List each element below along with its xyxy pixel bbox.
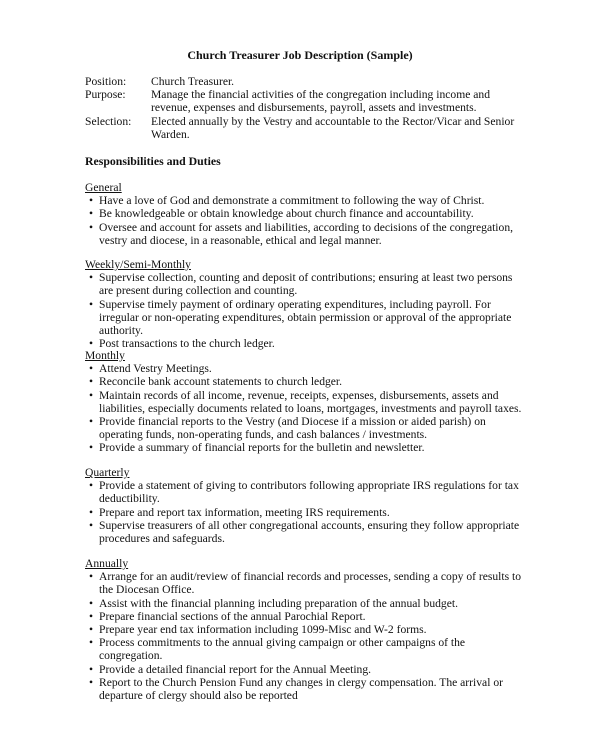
bullet-icon: • <box>89 271 94 285</box>
bullet-icon: • <box>89 194 94 208</box>
item-text: Provide a summary of financial reports for the bulletin and newsletter. <box>99 441 425 455</box>
bullet-icon: • <box>89 375 94 389</box>
item-text: Maintain records of all income, revenue, receipts, expenses, disbursements, assets and liabilities, especially documents related to loans, mortgages, investments and payroll taxes. <box>99 388 522 415</box>
list-item <box>85 221 525 247</box>
item-text: Have a love of God and demonstrate a commitment to following the way of Christ. <box>99 194 485 208</box>
bullet-icon: • <box>89 609 94 623</box>
item-text: Report to the Church Pension Fund any changes in clergy compensation. The arrival or departure of clergy should also be reported <box>99 675 503 703</box>
bullet-icon: • <box>89 297 94 311</box>
list-item <box>85 298 525 338</box>
meta-row-position <box>85 75 525 88</box>
bullet-icon: • <box>89 596 94 610</box>
item-text: Assist with the financial planning including preparation of the annual budget. <box>99 596 458 610</box>
bullet-icon: • <box>89 505 94 519</box>
item-text: Provide financial reports to the Vestry (and Diocese if a mission or aided parish) on operating funds, non-operating funds, and cash balances / investments. <box>99 415 486 442</box>
list-item <box>85 389 525 415</box>
list-item <box>85 194 525 207</box>
meta-label: Selection: <box>85 114 132 128</box>
job-meta <box>85 75 525 141</box>
item-text: Prepare and report tax information, meeting IRS requirements. <box>99 505 390 519</box>
bullet-icon: • <box>89 518 94 532</box>
section-general <box>85 181 525 247</box>
meta-value: Church Treasurer. <box>151 75 235 88</box>
list-item <box>85 479 525 505</box>
list-item <box>85 610 525 623</box>
item-list <box>85 194 525 247</box>
meta-value: Elected annually by the Vestry and accountable to the Rector/Vicar and Senior Warden. <box>151 114 515 141</box>
list-item <box>85 623 525 636</box>
bullet-icon: • <box>89 388 94 402</box>
item-text: Supervise timely payment of ordinary operating expenditures, including payroll. For irregular or non-operating expenditures, obtain permission or approval of the appropriate authority. <box>99 297 512 338</box>
list-item <box>85 441 525 454</box>
item-text: Arrange for an audit/review of financial records and processes, sending a copy of results to the Diocesan Office. <box>99 570 522 597</box>
meta-row-selection <box>85 115 525 141</box>
list-item <box>85 271 525 297</box>
item-text: Prepare year end tax information including 1099-Misc and W-2 forms. <box>99 623 427 637</box>
item-list <box>85 479 525 545</box>
list-item <box>85 362 525 375</box>
item-text: Prepare financial sections of the annual Parochial Report. <box>99 609 366 623</box>
bullet-icon: • <box>89 675 94 689</box>
bullet-icon: • <box>89 207 94 221</box>
section-heading: Weekly/Semi-Monthly <box>85 258 191 271</box>
list-item <box>85 207 525 220</box>
bullet-icon: • <box>89 441 94 455</box>
section-quarterly <box>85 466 525 545</box>
item-list <box>85 271 525 350</box>
item-list <box>85 362 525 454</box>
list-item <box>85 519 525 545</box>
list-item <box>85 676 525 702</box>
responsibilities-heading: Responsibilities and Duties <box>85 154 221 168</box>
item-text: Post transactions to the church ledger. <box>99 337 275 351</box>
bullet-icon: • <box>89 337 94 351</box>
section-heading: General <box>85 181 122 194</box>
bullet-icon: • <box>89 220 94 234</box>
item-text: Reconcile bank account statements to church ledger. <box>99 375 343 389</box>
item-text: Be knowledgeable or obtain knowledge about church finance and accountability. <box>99 207 474 221</box>
list-item <box>85 415 525 441</box>
item-text: Process commitments to the annual giving campaign or other campaigns of the congregation. <box>99 636 466 663</box>
section-heading: Annually <box>85 557 129 570</box>
meta-value: Manage the financial activities of the congregation including income and revenue, expenses and disbursements, payroll, assets and investments. <box>151 88 490 115</box>
list-item <box>85 570 525 596</box>
item-text: Provide a statement of giving to contributors following appropriate IRS regulations for tax deductibility. <box>99 479 519 506</box>
section-heading: Monthly <box>85 349 125 362</box>
list-item <box>85 597 525 610</box>
list-item <box>85 506 525 519</box>
bullet-icon: • <box>89 636 94 650</box>
meta-row-purpose <box>85 88 525 114</box>
bullet-icon: • <box>89 570 94 584</box>
bullet-icon: • <box>89 623 94 637</box>
item-text: Attend Vestry Meetings. <box>99 362 212 376</box>
section-monthly <box>85 349 525 455</box>
section-annually <box>85 557 525 702</box>
bullet-icon: • <box>89 362 94 376</box>
item-text: Supervise treasurers of all other congregational accounts, ensuring they follow appropriate procedures and safeguards. <box>99 518 520 546</box>
meta-label: Position: <box>85 75 127 88</box>
bullet-icon: • <box>89 415 94 429</box>
meta-label: Purpose: <box>85 88 126 102</box>
section-weekly <box>85 258 525 350</box>
list-item <box>85 375 525 388</box>
section-heading: Quarterly <box>85 466 130 479</box>
document-title: Church Treasurer Job Description (Sample) <box>187 48 413 62</box>
list-item <box>85 663 525 676</box>
item-text: Supervise collection, counting and deposit of contributions; ensuring at least two persons are present during collection and counting. <box>99 271 513 298</box>
item-text: Oversee and account for assets and liabilities, according to decisions of the congregation, vestry and diocese, in a reasonable, ethical and legal manner. <box>99 220 514 247</box>
list-item <box>85 636 525 662</box>
bullet-icon: • <box>89 479 94 493</box>
bullet-icon: • <box>89 662 94 676</box>
item-list <box>85 570 525 702</box>
item-text: Provide a detailed financial report for the Annual Meeting. <box>99 662 372 676</box>
